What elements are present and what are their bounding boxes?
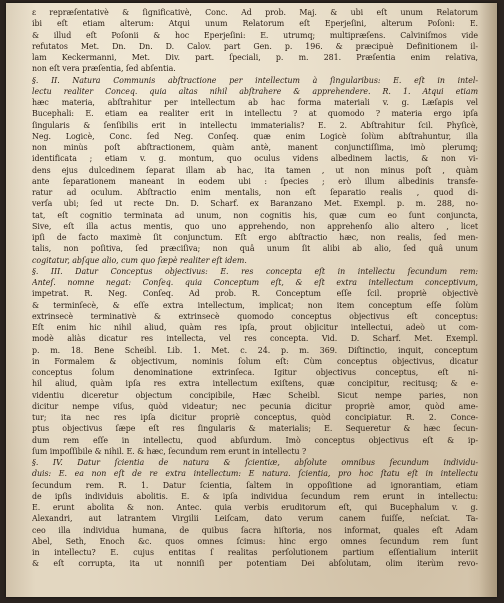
text-line: dum rem eſſe in intellectu, quod abſurdum. Imò conceptus objectivus eſt & ip-: [32, 435, 478, 445]
text-line: impetrat. R. Neg. Conſeq. Ad prob. R. Conceptum eſſe ſcil. propriè objectivè: [32, 289, 478, 299]
text-line: p. m. 18. Bene Scheibl. Lib. 1. Met. c. 24. p. m. 369. Diſtinctio, inquit, conceptum: [32, 345, 478, 355]
text-line: tat, eſt cognitio terminata ad unum, non cognitis his, quæ cum eo ſunt conjuncta,: [32, 210, 478, 220]
text-line: dicitur nempe viſus, quòd videatur; nec pecunia dicitur propriè amor, quòd ame-: [32, 401, 478, 411]
text-line: cogitatur, abſque alio, cum quo ſæpè realiter eſt idem.: [32, 255, 247, 265]
latin-text-block: [32, 7, 478, 570]
text-line: lam Keckermanni, Met. Div. part. ſpeciali, p. m. 281. Præſentia enim relativa,: [32, 53, 478, 62]
text-line: non minùs poſt abſtractionem, quàm antè, manent conjunctiſſima, imò plerumq;: [32, 143, 478, 152]
text-line: videntiu diceretur objectum concipibile, Hæc Scheibl. Sicut nempe paries, non: [32, 390, 478, 400]
text-line: ptus objectivus ſæpe eſt res ſingularis & materialis; E. Sequeretur & hæc ſecun-: [32, 424, 478, 434]
text-line: ceo illa individua humana, de quibus ſacra hiſtoria, nos informat, quales eſt Adam: [32, 525, 478, 535]
text-line: lectu realiter Conceq. quia altas nihil abſtrahere & apprehendere. R. 1. Atqui etiam: [32, 86, 478, 96]
text-line: ratur ad oculum. Abſtractio enim mentalis, non eſt ſeparatio realis , quod di-: [32, 188, 478, 197]
text-line: non eſt vera præſentia, ſed abſentia.: [32, 64, 176, 74]
text-line: ante ſeparationem maneant in eodem ubi : ſpecies ; erò illum albedinis transfe-: [32, 176, 478, 186]
text-line: de ipſis individuis abolitis. E. & ipſa individua ſecundum rem erunt in intellectu:: [32, 491, 478, 501]
text-line: dens ejus dulcedinem ſeparat illam ab hac, ita tamen , ut non minus poſt , quàm: [32, 165, 478, 175]
text-line: Neg. Logicè, Conc. ſed Neg. Conſeq. quæ enim Logicè ſolùm abſtrahuntur, illa: [32, 131, 478, 141]
text-line: Alexandri, aut latrantem Virgilii Leiſcam, dato verum canem fuiſſe, neſciat. Ta-: [32, 514, 478, 524]
text-line: refutatos Met. Dn. Dn. D. Calov. part Gen. p. 196. & præcipuè Definitionem il-: [32, 41, 478, 51]
text-line: ſum impoſſibile & nihil. E. & hæc, ſecundum rem erunt in intellectu ?: [32, 446, 307, 456]
text-line: tur; ita nec res ipſa dicitur propriè conceptus, quòd concipiatur. R. 2. Conce-: [32, 413, 478, 422]
text-line: Eſt enim hic nihil aliud, quàm res ipſa, prout objicitur intellectui, adeò ut com-: [32, 323, 478, 332]
text-line: ſingularis & ſenſibilis erit in intellectu immaterialis? E. 2. Abſtrahitur ſcil. Phyſicè,: [32, 120, 478, 130]
scanned-page: [6, 3, 497, 597]
text-line: E. erunt abolita & non. Antec. quia verbis eruditorum eſt, qui Bucephalum v. g.: [32, 503, 478, 512]
text-line: §. III. Datur Conceptus objectivus: E. res concepta eſt in intellectu ſecundum rem:: [32, 266, 478, 276]
text-line: extrinsecè terminativè & extrinsecè quomodo conceptus objectivus eſt conceptus:: [32, 311, 478, 321]
text-line: ibi eſt etiam alterum: Atqui unum Relatorum eſt Eperjeſini, alterum Poſoni: E.: [32, 19, 478, 29]
text-line: Bucephali: E. etiam ea realiter erit in intellectu ? at quomodo ? materia ergo ipſa: [32, 109, 478, 119]
text-line: & eſt corrupta, ita ut nonniſi per potentiam Dei abſolutam, olim iterùm revo-: [32, 559, 478, 569]
text-line: ipſi de facto maximè ſit conjunctum. Eſt ergo abſtractio hæc, non realis, ſed men-: [32, 233, 478, 242]
text-line: hil aliud, quàm ipſa res extra intellectum exiſtens, quæ concipitur, recitusq; & e-: [32, 379, 478, 389]
text-line: in intellectu? E. cujus entitas ſ realitas perſolutionem partium eſſentialium interiit: [32, 548, 478, 557]
text-line: in Formalem & objectivum, nominis ſolum eſt: Cùm conceptus objectivus, dicatur: [32, 356, 478, 366]
text-line: duis: E. ea non eſt de re extra intellectum: E natura. ſcientia, pro hoc ſtatu eſt in intellectu: [32, 469, 478, 479]
text-line: ε repræſentativè & ſignificativè, Conc. Ad prob. Maj. & ubi eſt unum Relatorum: [32, 8, 478, 17]
text-line: Sive, eſt illa actus mentis, quo uno apprehendo, non apprehenſo alio altero , licet: [32, 221, 478, 231]
text-line: §. IV. Datur ſcientia de natura & ſcientiæ, abſolute omnibus ſecundum individu-: [32, 458, 478, 467]
text-line: hæc materia, abſtrahitur per intellectum ab hac forma materiali v. g. Læſapis vel: [32, 98, 478, 107]
text-line: conceptus ſolum denominatione extrinſeca. Igitur objectivus conceptus, eſt ni-: [32, 368, 478, 377]
text-line: Anteſ. nomne negat: Conſeq. quia Conceptum eſt, & eſt extra intellectum conceptivum,: [32, 278, 478, 287]
text-line: ſecundum rem. R. 1. Datur ſcientia, ſaltem in oppoſitione ad ignorantiam, etiam: [32, 480, 478, 490]
text-line: modè aliàs dicatur res intellecta, vel res concepta. Vid. D. Scharf. Met. Exempl.: [32, 334, 478, 344]
text-line: & terminſecè, & eſſe extra intellectum, implicat; non item conceptum eſſe ſolùm: [32, 300, 478, 310]
text-line: talis, non poſitiva, ſed præciſiva; non quâ unum ſit alibi ab alio, ſed quâ unum: [32, 244, 478, 254]
text-line: & illud eſt Poſonii & hoc Eperjeſini: E. utrumq; multipræſens. Calviniſmos vide: [32, 30, 478, 40]
text-line: Abel, Seth, Enoch &c. quos omnes ſcimus: hinc ergo omnes ſecundum rem ſunt: [32, 536, 478, 546]
text-line: identificata ; etiam v. g. montum, quo oculus videns albedinem lactis, & non vi-: [32, 154, 478, 164]
text-line: §. II. Natura Communis abſtractione per intellectum à ſingularibus: E. eſt in intel-: [32, 75, 478, 85]
page-edge-shadow: [479, 3, 497, 597]
text-line: verſa ubi; ſed ut recte Dn. D. Scharf. ex Baranzano Met. Exempl. p. m. 288, no-: [32, 199, 478, 209]
